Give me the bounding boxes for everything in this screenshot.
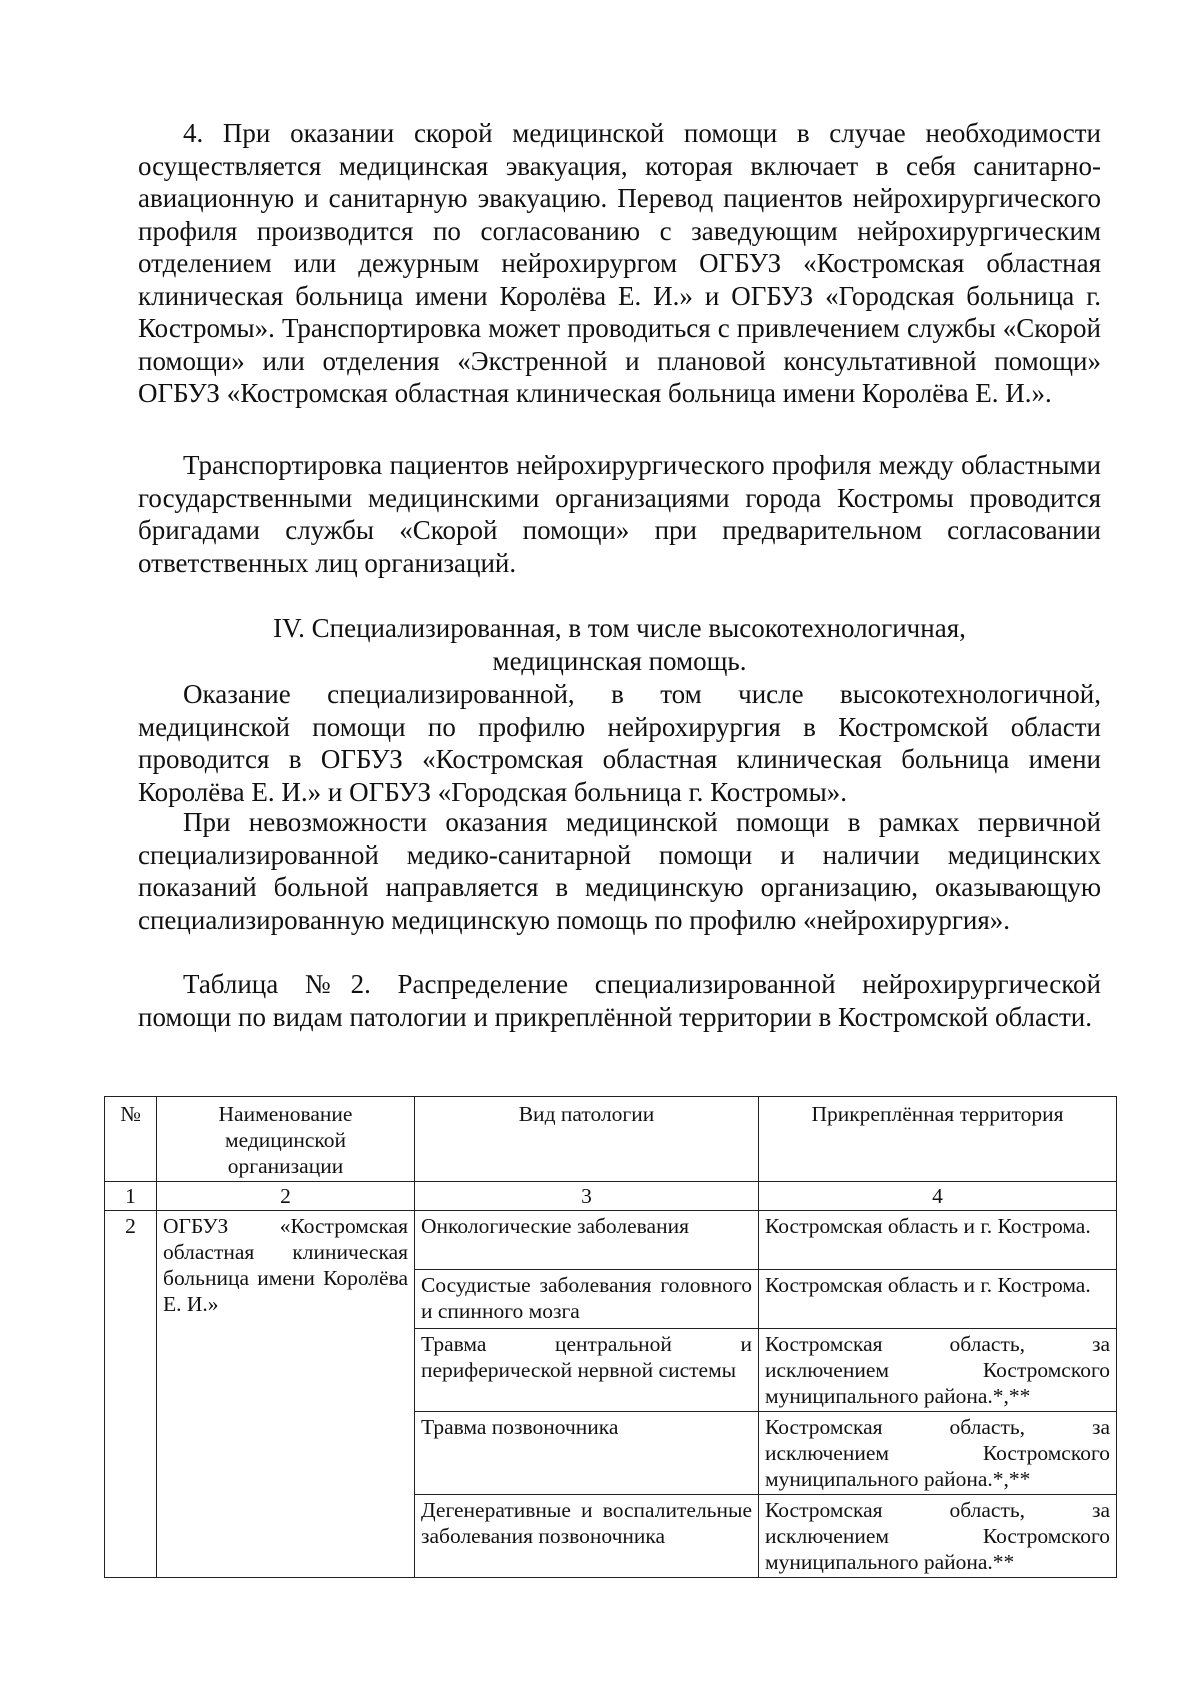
territory-cell: Костромская область и г. Кострома. (759, 1270, 1117, 1329)
pathology-cell: Дегенеративные и воспалительные заболевания позвоночника (415, 1495, 759, 1578)
territory-cell: Костромская область, за исключением Костромского муниципального района.** (759, 1495, 1117, 1578)
pathology-cell: Травма позвоночника (415, 1412, 759, 1495)
header-number: № (105, 1097, 157, 1182)
column-number: 4 (759, 1182, 1117, 1211)
paragraph-transport (138, 449, 1101, 579)
paragraph-medical-evacuation (138, 117, 1101, 410)
pathology-cell: Сосудистые заболевания головного и спинного мозга (415, 1270, 759, 1329)
paragraph-text: При невозможности оказания медицинской помощи в рамках первичной специализированной медико-санитарной помощи и наличии медицинских показаний больной направляется в медицинскую организацию, оказывающую специализированную медицинскую помощь по профилю «нейрохирургия». (138, 807, 1101, 935)
header-organization: Наименование медицинской организации (157, 1097, 415, 1182)
paragraph-text: Оказание специализированной, в том числе высокотехнологичной, медицинской помощи по профилю нейрохирургия в Костромской области проводится в ОГБУЗ «Костромская областная клиническая больница имени Королёва Е. И.» и ОГБУЗ «Городская больница г. Костромы». (138, 679, 1101, 807)
column-number: 1 (105, 1182, 157, 1211)
distribution-table (104, 1096, 1117, 1578)
territory-cell: Костромская область, за исключением Костромского муниципального района.*,** (759, 1329, 1117, 1412)
pathology-cell: Онкологические заболевания (415, 1211, 759, 1270)
paragraph-referral (138, 806, 1101, 936)
pathology-cell: Травма центральной и периферической нервной системы (415, 1329, 759, 1412)
territory-cell: Костромская область, за исключением Костромского муниципального района.*,** (759, 1412, 1117, 1495)
paragraph-specialized-care (138, 678, 1101, 808)
organization-name: ОГБУЗ «Костромская областная клиническая больница имени Королёва Е. И.» (157, 1211, 415, 1578)
table-caption (138, 968, 1101, 1033)
header-territory: Прикреплённая территория (759, 1097, 1117, 1182)
table-caption-text: Таблица №2. Распределение специализированной нейрохирургической помощи по видам патологии и прикреплённой территории в Костромской области. (138, 969, 1101, 1032)
column-number: 2 (157, 1182, 415, 1211)
section-heading-line-1: IV. Специализированная, в том числе высокотехнологичная, (273, 613, 966, 643)
row-index: 2 (105, 1211, 157, 1578)
table-header-row (105, 1097, 1117, 1182)
column-number-row (105, 1182, 1117, 1211)
section-heading-line-2: медицинская помощь. (492, 645, 747, 676)
paragraph-text: Транспортировка пациентов нейрохирургического профиля между областными государственными медицинскими организациями города Костромы проводится бригадами службы «Скорой помощи» при предварительном согласовании ответственных лиц организаций. (138, 450, 1101, 578)
table-row (105, 1211, 1117, 1270)
column-number: 3 (415, 1182, 759, 1211)
header-pathology: Вид патологии (415, 1097, 759, 1182)
paragraph-text: 4. При оказании скорой медицинской помощи в случае необходимости осуществляется медицинская эвакуация, которая включает в себя санитарно-авиационную и санитарную эвакуацию. Перевод пациентов нейрохирургического профиля производится по согласованию с заведующим нейрохирургическим отделением или дежурным нейрохирургом ОГБУЗ «Костромская областная клиническая больница имени Королёва Е. И.» и ОГБУЗ «Городская больница г. Костромы». Транспортировка может проводиться с привлечением службы «Скорой помощи» или отделения «Экстренной и плановой консультативной помощи» ОГБУЗ «Костромская областная клиническая больница имени Королёва Е. И.». (138, 118, 1101, 408)
section-heading (138, 612, 1101, 677)
territory-cell: Костромская область и г. Кострома. (759, 1211, 1117, 1270)
